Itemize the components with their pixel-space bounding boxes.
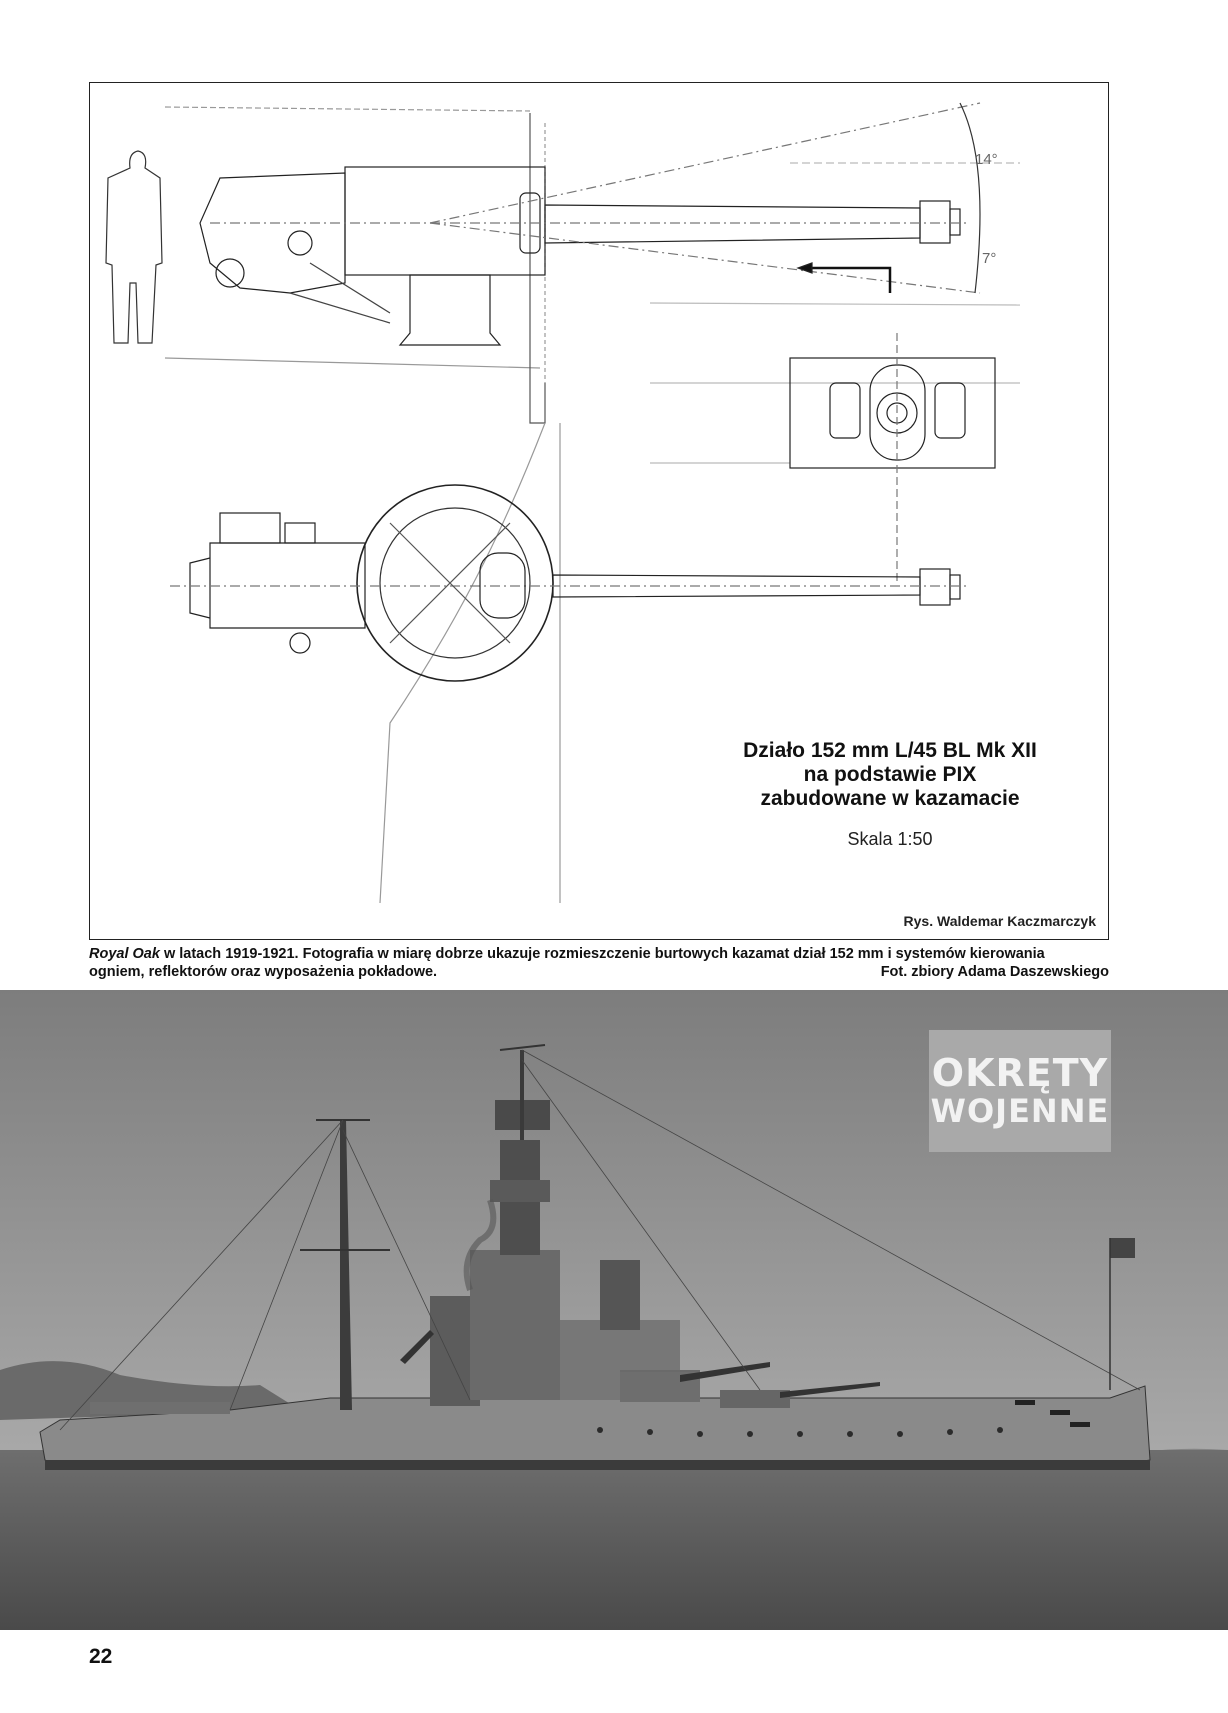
caption-ship-name: Royal Oak: [89, 946, 160, 962]
technical-drawing: [89, 82, 1109, 940]
photo-caption: [89, 945, 1109, 981]
page-number: 22: [89, 1645, 113, 1668]
caption-line-2-text: ogniem, reflektorów oraz wyposażenia pokładowe.: [89, 964, 438, 980]
depression-angle-label: 7°: [982, 250, 997, 267]
caption-line-1-text: w latach 1919-1921. Fotografia w miarę dobrze ukazuje rozmieszczenie burtowych kazamat dział 152 mm i systemów kierowania: [159, 946, 1045, 962]
photo-credit: Fot. zbiory Adama Daszewskiego: [880, 964, 1109, 980]
drawing-title-line-1: Działo 152 mm L/45 BL Mk XII: [743, 739, 1037, 762]
magazine-logo: [929, 1030, 1111, 1152]
logo-line-2: WOJENNE: [930, 1092, 1110, 1130]
drawing-title-line-2: na podstawie PIX: [803, 763, 977, 786]
drawing-title-block: [730, 739, 1050, 850]
caption-line-1: [89, 945, 1109, 963]
drawing-title-line-3: zabudowane w kazamacie: [760, 787, 1020, 810]
elevation-angle-label: 14°: [975, 151, 998, 168]
drawing-scale: Skala 1:50: [847, 829, 933, 849]
logo-line-1: OKRĘTY: [931, 1051, 1109, 1095]
drawing-credit: Rys. Waldemar Kaczmarczyk: [903, 913, 1096, 929]
caption-line-2: [89, 963, 1109, 981]
